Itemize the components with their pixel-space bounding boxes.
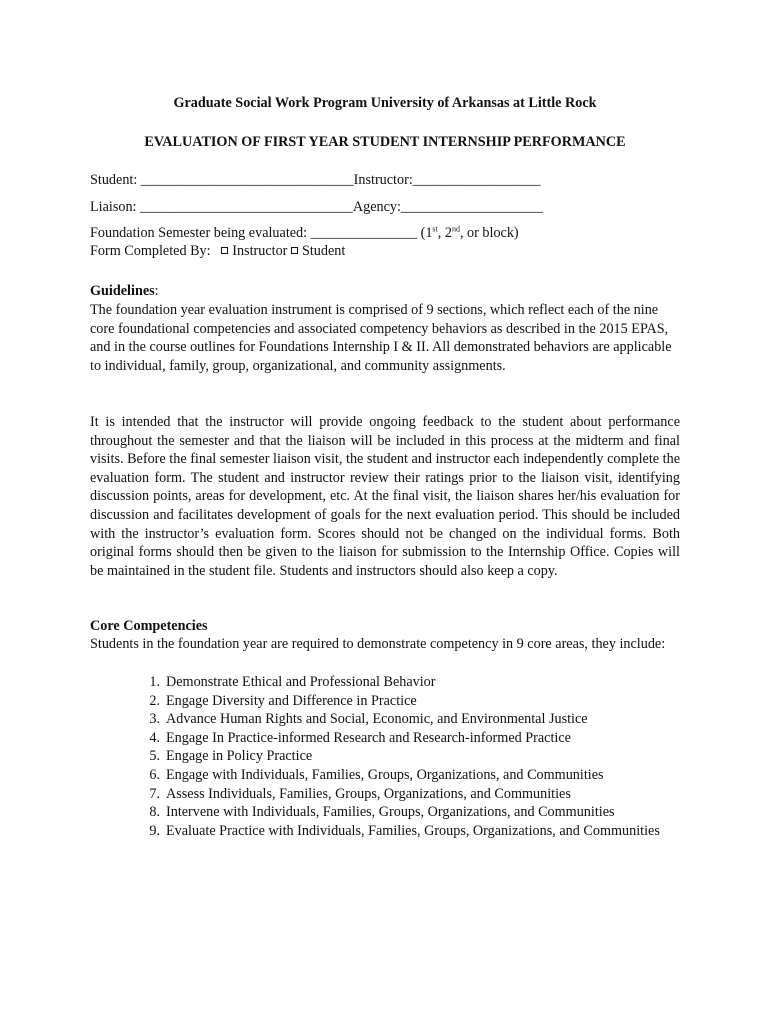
competency-text: Advance Human Rights and Social, Economic, and Environmental Justice (166, 711, 588, 728)
competency-item (140, 822, 660, 841)
student-field[interactable]: ______________________________ (140, 172, 354, 188)
competency-item (140, 747, 660, 766)
student-option-label: Student (301, 243, 346, 259)
competency-item (140, 766, 660, 785)
competency-text: Engage in Policy Practice (166, 748, 313, 765)
semester-field[interactable]: _______________ (310, 225, 418, 241)
competency-number: 1. (149, 674, 160, 690)
competency-item (140, 785, 660, 804)
competency-number: 9. (149, 822, 160, 839)
competency-item (140, 803, 660, 822)
instructor-option-label: Instructor (232, 243, 288, 259)
core-competencies-heading: Core Competencies (90, 618, 208, 634)
competency-item (140, 710, 660, 729)
agency-field[interactable]: ____________________ (400, 199, 543, 215)
competency-text: Demonstrate Ethical and Professional Behavior (166, 674, 436, 690)
competency-number: 2. (149, 692, 160, 709)
program-title: Graduate Social Work Program University of Arkansas at Little Rock (173, 95, 597, 111)
competency-item (140, 729, 660, 748)
semester-hint: (1st, 2nd, or block) (420, 224, 519, 241)
instructor-checkbox[interactable] (221, 247, 228, 254)
liaison-field[interactable]: ______________________________ (140, 199, 353, 215)
competency-text: Intervene with Individuals, Families, Groups, Organizations, and Communities (166, 804, 615, 821)
core-competencies-intro: Students in the foundation year are required to demonstrate competency in 9 core areas, they include: (90, 636, 666, 652)
competency-number: 5. (149, 748, 160, 765)
completed-by-row (90, 242, 345, 261)
competency-text: Assess Individuals, Families, Groups, Organizations, and Communities (166, 785, 571, 802)
instructor-label: Instructor: (353, 172, 413, 188)
competency-list (140, 673, 660, 840)
competency-item (140, 673, 660, 692)
competency-number: 6. (149, 766, 160, 783)
semester-row (90, 224, 519, 243)
semester-label: Foundation Semester being evaluated: (90, 225, 308, 241)
agency-label: Agency: (352, 199, 401, 215)
liaison-label: Liaison: (90, 199, 137, 215)
student-instructor-row (90, 171, 540, 190)
competency-number: 8. (149, 804, 160, 821)
competency-number: 3. (149, 711, 160, 728)
student-checkbox[interactable] (291, 247, 298, 254)
competency-number: 7. (149, 785, 160, 802)
competency-number: 4. (149, 729, 160, 746)
competency-text: Engage Diversity and Difference in Practice (166, 692, 417, 709)
competency-text: Engage with Individuals, Families, Groups, Organizations, and Communities (166, 766, 604, 783)
instructor-field[interactable]: __________________ (412, 172, 541, 188)
student-label: Student: (90, 172, 138, 188)
guidelines-heading: Guidelines: (90, 283, 159, 299)
completed-by-label: Form Completed By: (90, 243, 211, 259)
competency-text: Evaluate Practice with Individuals, Families, Groups, Organizations, and Communities (166, 822, 660, 839)
form-title: EVALUATION OF FIRST YEAR STUDENT INTERNSHIP PERFORMANCE (144, 134, 626, 150)
guidelines-paragraph-1: The foundation year evaluation instrument is comprised of 9 sections, which reflect each of the nine core foundational competencies and associated competency behaviors as described in the 2015 EPAS, and in the course outlines for Foundations Internship I & II. All demonstrated behaviors are applicable to individual, family, group, organizational, and community assignments. (90, 302, 672, 374)
guidelines-paragraph-2: It is intended that the instructor will provide ongoing feedback to the student about performance throughout the semester and that the liaison will be included in this process at the midterm and final visits. Before the final semester liaison visit, the student and instructor each independently complete the evaluation form. The student and instructor review their ratings prior to the liaison visit, identifying discussion points, areas for development, etc. At the final visit, the liaison shares her/his evaluation for discussion and facilitates development of goals for the next evaluation period. This should be included with the instructor’s evaluation form. Scores should not be changed on the individual forms. Both original forms should then be given to the liaison for submission to the Internship Office. Copies will be maintained in the student file. Students and instructors should also keep a copy. (90, 414, 680, 579)
liaison-agency-row (90, 198, 543, 217)
competency-text: Engage In Practice-informed Research and Research-informed Practice (166, 729, 571, 746)
competency-item (140, 692, 660, 711)
